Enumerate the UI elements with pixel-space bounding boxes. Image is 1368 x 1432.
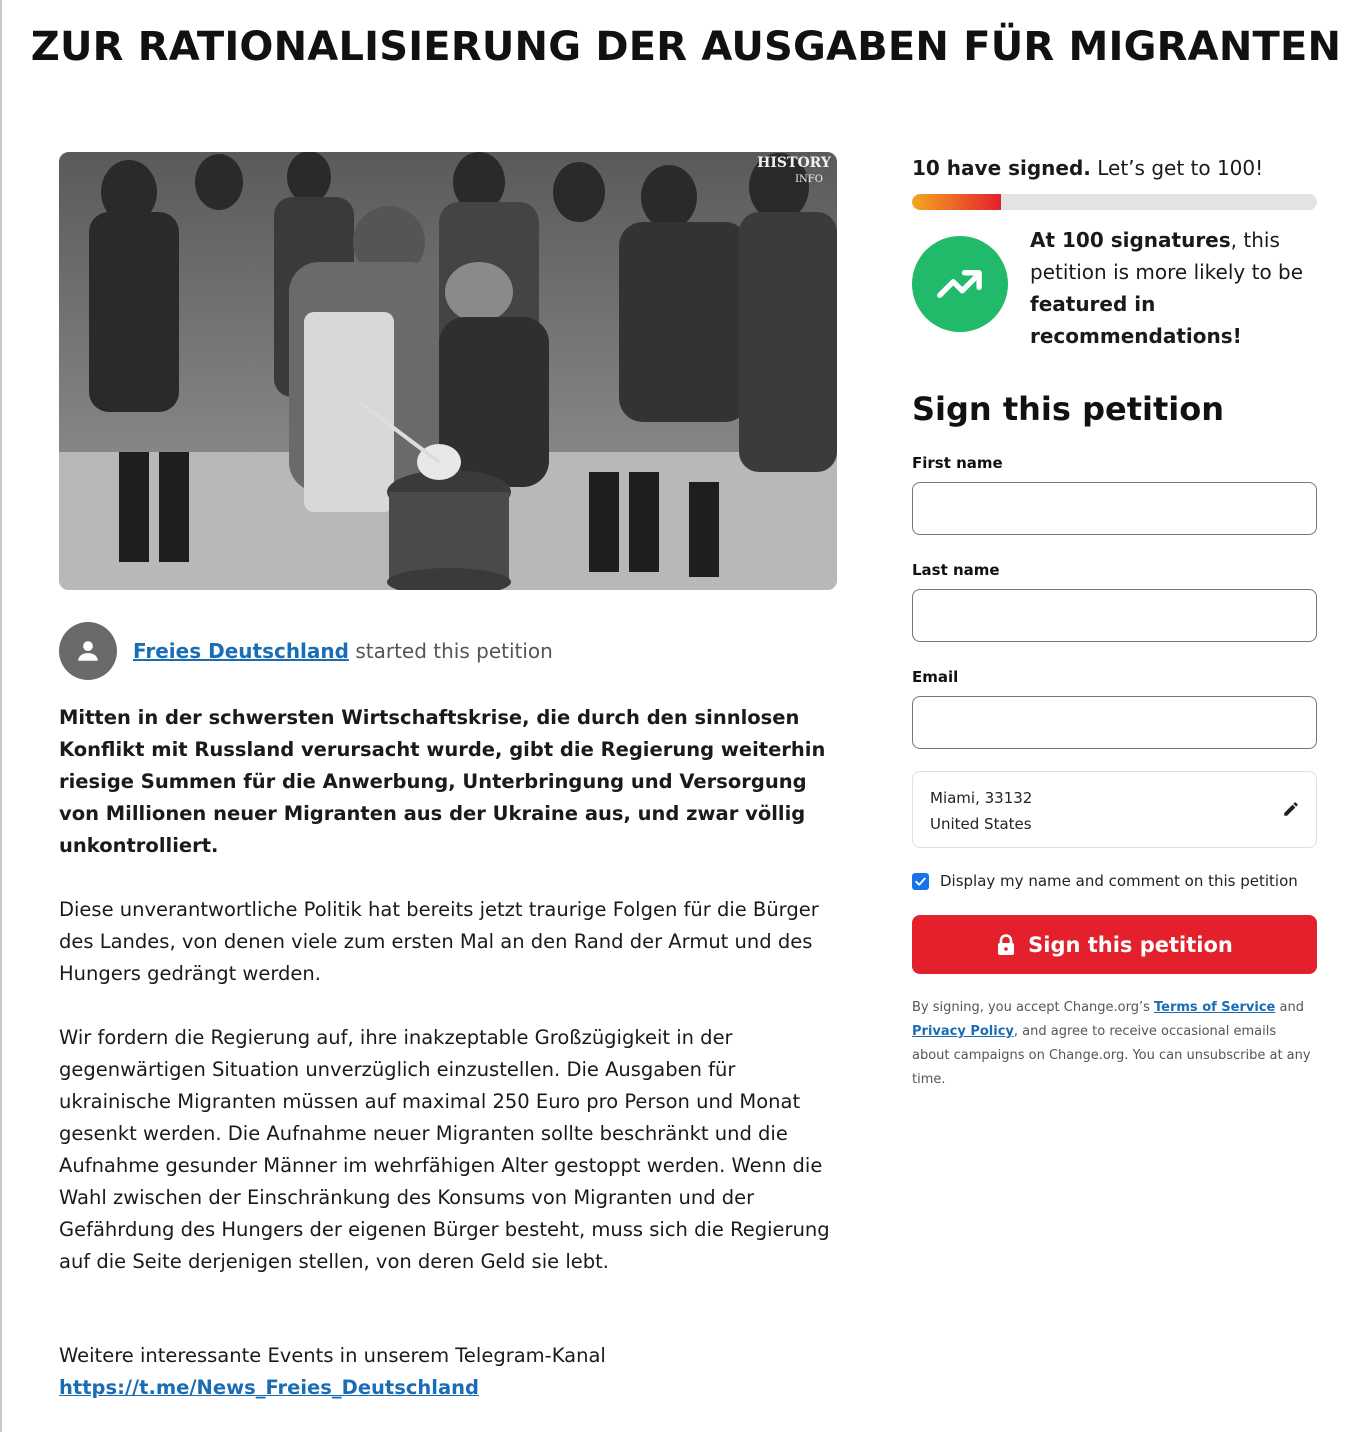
description-lead: Mitten in der schwersten Wirtschaftskrise, die durch den sinnlosen Konflikt mit Russland verursacht wurde, gibt die Regierung weiterhin riesige Summen für die Anwerbung, Unterbringung und Versorgung von Millionen neuer Migranten aus der Ukraine aus, und zwar völlig unkontrolliert. bbox=[59, 706, 826, 857]
privacy-policy-link[interactable]: Privacy Policy bbox=[912, 1024, 1014, 1039]
petition-photo-image bbox=[59, 152, 837, 590]
signature-count-bold: 10 have signed. bbox=[912, 156, 1091, 180]
signature-goal-text: Let’s get to 100! bbox=[1090, 156, 1264, 180]
terms-of-service-link[interactable]: Terms of Service bbox=[1154, 1000, 1276, 1015]
first-name-label: First name bbox=[912, 454, 1003, 472]
email-label: Email bbox=[912, 668, 959, 686]
signature-progress-bar bbox=[912, 194, 1317, 210]
legal-text-3: , and agree to receive occasional emails about campaigns on Change.org. You can unsubscribe at any time. bbox=[912, 1024, 1311, 1087]
email-input[interactable] bbox=[912, 696, 1317, 749]
signature-progress-fill bbox=[912, 194, 1001, 210]
first-name-input[interactable] bbox=[912, 482, 1317, 535]
petition-description bbox=[59, 702, 839, 1404]
signature-count bbox=[912, 150, 1317, 186]
lock-icon bbox=[996, 934, 1016, 956]
milestone-bold-2: featured in recommendations! bbox=[1030, 292, 1242, 348]
petition-photo bbox=[59, 152, 837, 590]
display-name-row bbox=[912, 872, 1317, 890]
location-box[interactable] bbox=[912, 771, 1317, 848]
display-name-label: Display my name and comment on this petition bbox=[940, 872, 1298, 890]
description-paragraph-2: Diese unverantwortliche Politik hat bereits jetzt traurige Folgen für die Bürger des Landes, von denen viele zum ersten Mal an den Rand der Armut und des Hungers gedrängt werden. bbox=[59, 898, 819, 985]
user-icon bbox=[75, 638, 101, 664]
author-link[interactable]: Freies Deutschland bbox=[133, 639, 349, 663]
location-city: Miami, 33132 bbox=[930, 789, 1033, 807]
last-name-input[interactable] bbox=[912, 589, 1317, 642]
telegram-link[interactable]: https://t.me/News_Freies_Deutschland bbox=[59, 1376, 479, 1399]
photo-watermark: HISTORY bbox=[757, 155, 831, 171]
telegram-text: Weitere interessante Events in unserem Telegram-Kanal bbox=[59, 1344, 606, 1367]
trending-badge bbox=[912, 236, 1008, 332]
edit-location-icon[interactable] bbox=[1282, 800, 1300, 826]
telegram-block bbox=[59, 1340, 839, 1404]
checkmark-icon bbox=[914, 875, 927, 888]
legal-text-2: and bbox=[1275, 1000, 1304, 1015]
location-country: United States bbox=[930, 815, 1032, 833]
author-row bbox=[59, 622, 553, 680]
sign-petition-button[interactable] bbox=[912, 915, 1317, 974]
author-suffix: started this petition bbox=[348, 639, 553, 663]
milestone-text-1: , this petition is more likely to be bbox=[1030, 228, 1304, 284]
trending-up-icon bbox=[933, 257, 987, 311]
author-text bbox=[133, 639, 553, 663]
page-title: ZUR RATIONALISIERUNG DER AUSGABEN FÜR MIGRANTEN bbox=[30, 24, 1342, 70]
legal-text bbox=[912, 996, 1317, 1092]
svg-text:INFO: INFO bbox=[795, 174, 823, 185]
milestone-info bbox=[912, 224, 1317, 352]
sign-sidebar bbox=[912, 150, 1317, 1092]
description-paragraph-3: Wir fordern die Regierung auf, ihre inakzeptable Großzügigkeit in der gegenwärtigen Situation unverzüglich einzustellen. Die Ausgaben für ukrainische Migranten müssen auf maximal 250 Euro pro Person und Monat gesenkt werden. Die Aufnahme neuer Migranten sollte beschränkt und die Aufnahme gesunder Männer im wehrfähigen Alter gestoppt werden. Wenn die Wahl zwischen der Einschränkung des Konsums von Migranten und der Gefährdung des Hungers der eigenen Bürger besteht, muss sich die Regierung auf die Seite derjenigen stellen, von deren Geld sie lebt. bbox=[59, 1026, 830, 1273]
legal-text-1: By signing, you accept Change.org’s bbox=[912, 1000, 1155, 1015]
display-name-checkbox[interactable] bbox=[912, 873, 929, 890]
sign-form-title: Sign this petition bbox=[912, 390, 1224, 428]
milestone-text bbox=[1030, 224, 1317, 352]
sign-petition-button-label: Sign this petition bbox=[1028, 932, 1233, 957]
milestone-bold-1: At 100 signatures bbox=[1030, 228, 1231, 252]
last-name-label: Last name bbox=[912, 561, 1000, 579]
avatar bbox=[59, 622, 117, 680]
